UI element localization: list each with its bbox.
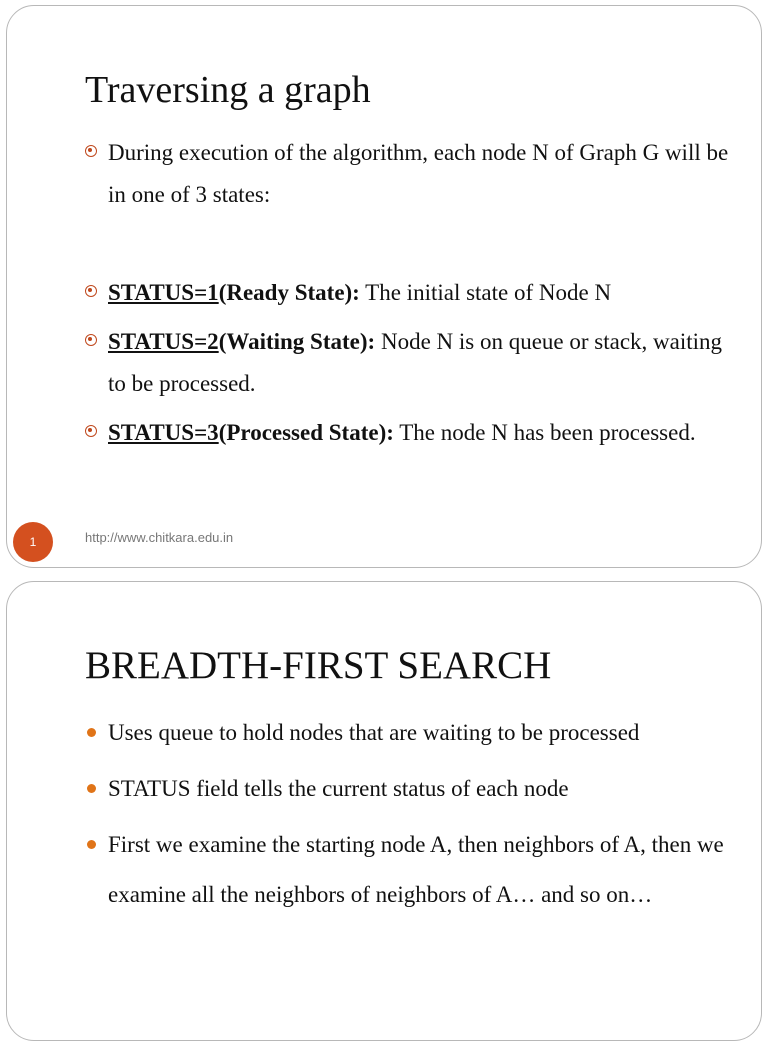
circled-dot-bullet-icon xyxy=(85,285,97,297)
list-item xyxy=(85,708,741,758)
list-item xyxy=(85,764,741,814)
status-code: STATUS=1 xyxy=(108,280,219,305)
list-item xyxy=(85,412,741,454)
status-name: (Processed State): xyxy=(218,420,394,445)
filled-dot-bullet-icon xyxy=(87,728,96,737)
status-code: STATUS=3 xyxy=(108,420,219,445)
circled-dot-bullet-icon xyxy=(85,334,97,346)
slide-2 xyxy=(6,581,762,1041)
status-desc: The initial state of Node N xyxy=(359,280,612,305)
slide-title: BREADTH-FIRST SEARCH xyxy=(85,644,552,687)
bullet-text: Uses queue to hold nodes that are waiting to be processed xyxy=(108,720,640,745)
status-code: STATUS=2 xyxy=(108,329,219,354)
intro-text: During execution of the algorithm, each node N of Graph G will be in one of 3 states: xyxy=(108,140,729,207)
status-name: (Ready State): xyxy=(218,280,360,305)
bullet-text: STATUS field tells the current status of each node xyxy=(108,776,569,801)
slide-title: Traversing a graph xyxy=(85,69,371,111)
list-item xyxy=(85,272,741,314)
states-list xyxy=(85,272,741,454)
bullet-text: First we examine the starting node A, then neighbors of A, then we examine all the neighbors of neighbors of A… and so on… xyxy=(108,832,724,907)
intro-list xyxy=(85,132,741,216)
status-name: (Waiting State): xyxy=(218,329,376,354)
filled-dot-bullet-icon xyxy=(87,840,96,849)
list-item xyxy=(85,132,741,216)
list-item xyxy=(85,820,741,920)
status-desc: Node N is on queue or stack, waiting to be processed. xyxy=(108,329,723,396)
status-desc: The node N has been processed. xyxy=(393,420,696,445)
filled-dot-bullet-icon xyxy=(87,784,96,793)
bfs-list xyxy=(85,708,741,920)
slide-number-badge: 1 xyxy=(13,522,53,562)
circled-dot-bullet-icon xyxy=(85,145,97,157)
list-item xyxy=(85,321,741,405)
footer-url: http://www.chitkara.edu.in xyxy=(85,530,234,545)
slide-1 xyxy=(6,5,762,568)
circled-dot-bullet-icon xyxy=(85,425,97,437)
